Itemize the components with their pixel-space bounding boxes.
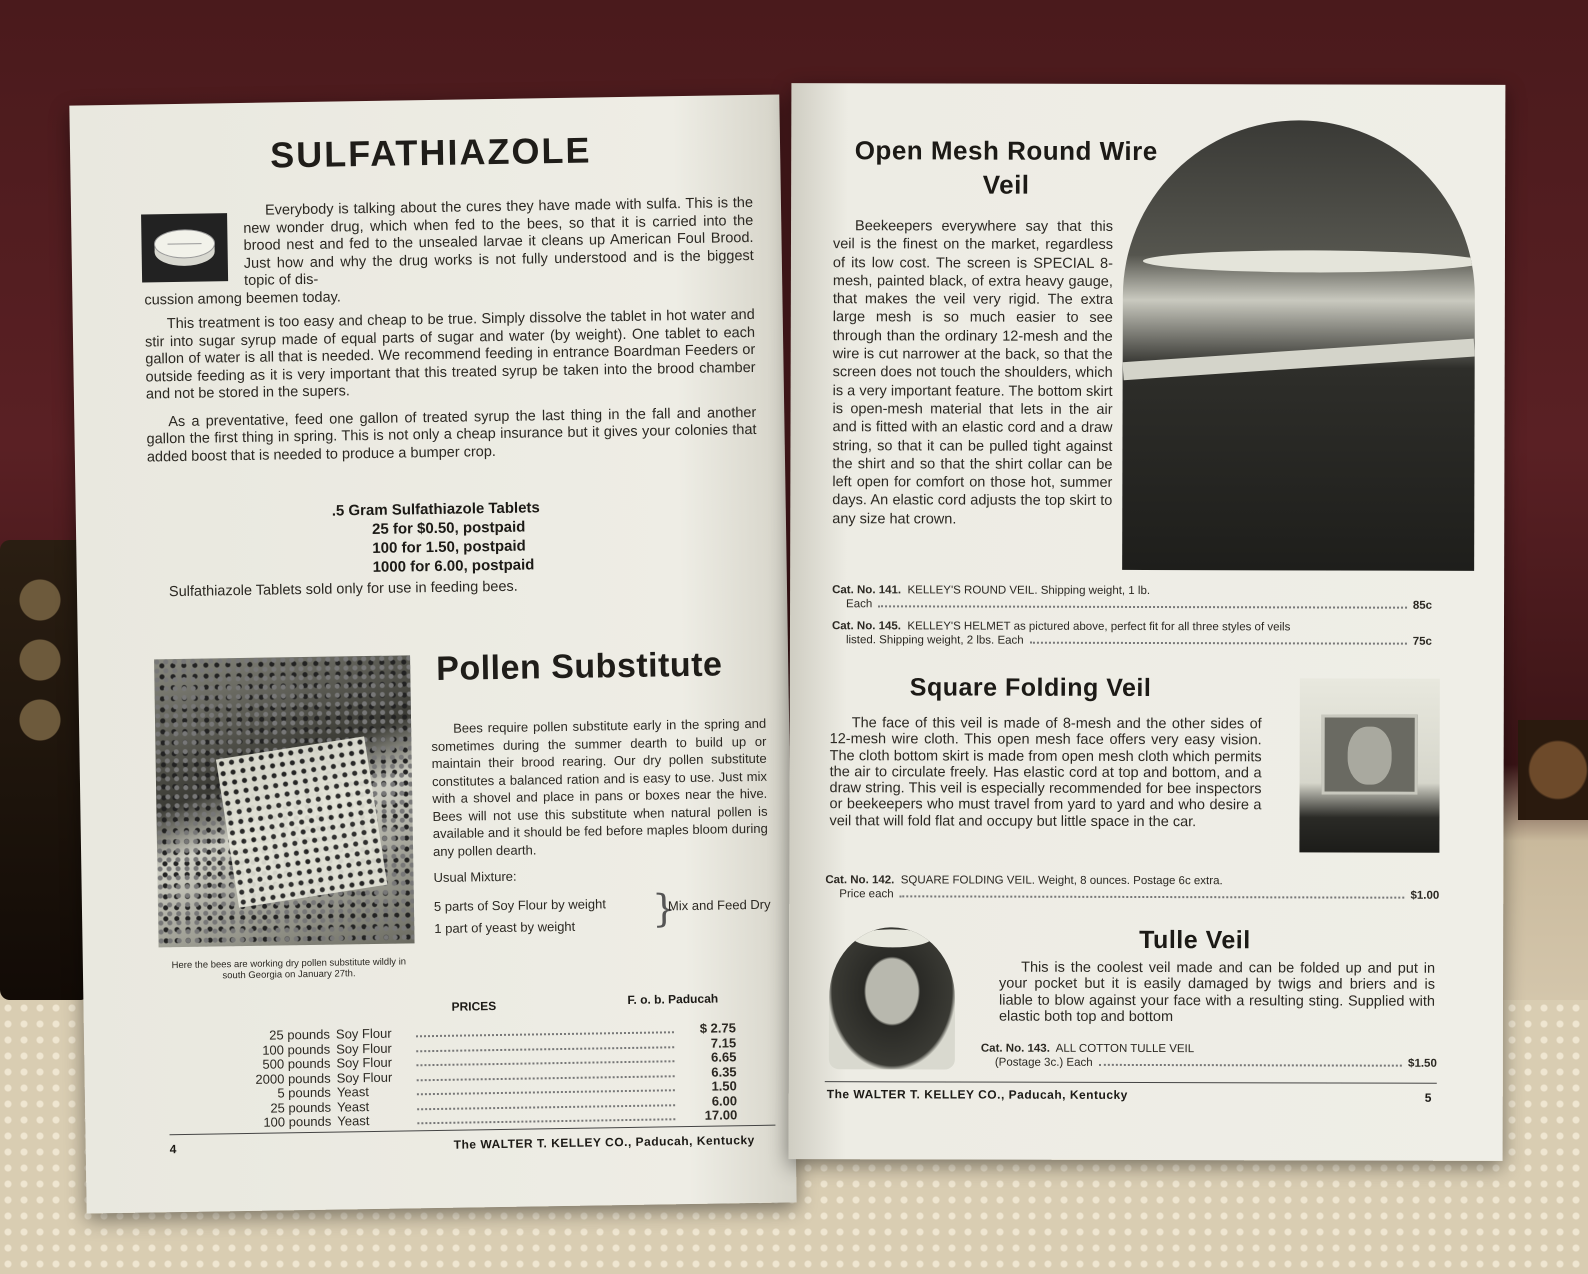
tablet-icon — [141, 213, 228, 282]
mixture-note: Mix and Feed Dry — [667, 896, 771, 914]
square-veil-body: The face of this veil is made of 8-mesh and the other sides of 12-mesh wire cloth. This open mesh face offers very easy vision. The cloth bottom skirt is made from open mesh cloth which permits the air to circulate freely. Has elastic cord at top and bottom, and a draw string. This veil is especially recommended for bee inspectors or beekeepers who must travel from yard to yard and who desire a veil that will fold flat and occupy but little space in the car. — [829, 715, 1262, 830]
cat-145: Cat. No. 145. KELLEY'S HELMET as pictured above, perfect fit for all three styles of veils listed. Shipping weight, 2 lbs. Each 75c — [831, 620, 1432, 648]
page-right — [789, 83, 1506, 1161]
tulle-veil-title: Tulle Veil — [1139, 925, 1251, 955]
tablet-prices — [332, 497, 633, 578]
page-left — [69, 94, 796, 1213]
price-table — [180, 1021, 738, 1131]
table-row: 25 pounds Yeast 6.00 — [270, 1092, 738, 1116]
tablet-price-line: 25 for $0.50, postpaid — [371, 518, 526, 538]
tulle-veil-photo — [829, 927, 955, 1069]
page-number: 5 — [1424, 1090, 1432, 1105]
sulfa-title: SULFATHIAZOLE — [269, 129, 592, 176]
open-mesh-title: Open Mesh Round Wire Veil — [854, 135, 1158, 200]
footer-company: The WALTER T. KELLEY CO., Paducah, Kentucky — [453, 1133, 755, 1152]
round-veil-photo — [1122, 120, 1475, 571]
wooden-stand-right — [1518, 720, 1588, 820]
mixture-label: Usual Mixture: — [433, 868, 517, 886]
cat-141: Cat. No. 141. KELLEY'S ROUND VEIL. Shipping weight, 1 lb. Each 85c — [832, 584, 1433, 612]
bees-photo — [154, 655, 414, 947]
cat-143: Cat. No. 143. ALL COTTON TULLE VEIL (Postage 3c.) Each $1.50 — [980, 1042, 1437, 1070]
table-row: 500 pounds Soy Flour 6.65 — [262, 1049, 737, 1072]
pollen-body: Bees require pollen substitute early in the spring and sometimes during the summer dearth to build up or maintain their brood rearing. Our dry pollen substitute constitutes a balanced ration and is easy to use. Just mix with a shovel and place in pans or boxes near the hive. Bees will not use this substitute when natural pollen is available and it should be fed before maples bloom during any pollen dearth. — [431, 715, 768, 859]
tablets-heading: .5 Gram Sulfathiazole Tablets — [331, 499, 540, 520]
footer-company: The WALTER T. KELLEY CO., Paducah, Kentucky — [826, 1087, 1128, 1102]
table-row: 2000 pounds Soy Flour 6.35 — [255, 1063, 737, 1087]
mixture-item: 1 part of yeast by weight — [434, 918, 576, 937]
square-veil-photo — [1299, 678, 1439, 852]
sulfa-paragraph-1-tail: cussion among beemen today. — [144, 289, 341, 309]
table-row: 100 pounds Soy Flour 7.15 — [262, 1034, 737, 1058]
page-number: 4 — [169, 1142, 177, 1157]
pollen-title: Pollen Substitute — [435, 645, 723, 688]
open-mesh-body: Beekeepers everywhere say that this veil is the finest on the market, regardless of its low cost. The screen is SPECIAL 8-mesh, painted black, of extra heavy gauge, that makes the veil very rigid. The extra large mesh is so much easier to see through than the ordinary 12-mesh and the wire is cut narrower at the back, so that the screen does not touch the shoulders, which is a very important feature. The bottom skirt is open-mesh material that lets in the air and is fitted with an elastic cord and a draw string, so that it can be pulled tight against the shirt and so that the shirt collar can be left open for comfort on those hot, summer days. An elastic cord adjusts the top skirt to any size hat crown. — [832, 218, 1114, 528]
table-row: 5 pounds Yeast 1.50 — [277, 1078, 737, 1101]
mixture-item: 5 parts of Soy Flour by weight — [433, 896, 607, 915]
sulfa-paragraph-2: This treatment is too easy and cheap to be true. Simply dissolve the tablet in hot water and stir into sugar syrup made of equal parts of sugar and water (by weight). One tablet to each gallon of water is all that is needed. We recommend feeding in entrance Boardman Feeders or outside feeding as it is very important that this treated syrup be taken into the brood chamber and not be stored in the supers. As a preventative, feed one gallon of treated syrup the last thing in the fall and another gallon the first thing in spring. This is not only a cheap insurance but it gives your colonies that added boost that is needed to produce a bumper crop. — [144, 306, 757, 465]
footer-rule — [825, 1081, 1437, 1084]
table-row: 25 pounds Soy Flour $ 2.75 — [269, 1020, 737, 1043]
table-row: 100 pounds Yeast 17.00 — [263, 1107, 738, 1130]
cat-142: Cat. No. 142. SQUARE FOLDING VEIL. Weight, 8 ounces. Postage 6c extra. Price each $1.00 — [825, 874, 1440, 902]
prices-label: PRICES — [451, 999, 497, 1014]
sulfa-note: Sulfathiazole Tablets sold only for use in feeding bees. — [168, 578, 518, 601]
mixture-brace: } — [651, 886, 677, 931]
tablet-price-line: 1000 for 6.00, postpaid — [372, 556, 535, 576]
sulfa-paragraph-3: As a preventative, feed one gallon of treated syrup the last thing in the fall and another gallon the first thing in spring. This is not only a cheap insurance but it gives your colonies that added boost that is needed to produce a bumper crop. — [146, 404, 757, 465]
fob-label: F. o. b. Paducah — [627, 991, 719, 1007]
mixture-list — [434, 893, 607, 940]
square-veil-title: Square Folding Veil — [909, 673, 1152, 703]
sulfa-paragraph-1: Everybody is talking about the cures they have made with sulfa. This is the new wonder drug, which when fed to the bees, so that it is carried into the brood nest and fed to the unsealed larvae it cleans up American Foul Brood. Just how and why the drug works is not fully understood and is the biggest topic of dis- — [243, 194, 754, 289]
photo-caption: Here the bees are working dry pollen substitute wildly in south Georgia on January 27th. — [171, 956, 407, 982]
tablet-price-line: 100 for 1.50, postpaid — [372, 537, 526, 557]
tulle-veil-body: This is the coolest veil made and can be folded up and put in your pocket but it is easily damaged by twigs and briers and is liable to blow against your face with a resulting sting. Supplied with elastic both top and bottom — [998, 959, 1436, 1025]
